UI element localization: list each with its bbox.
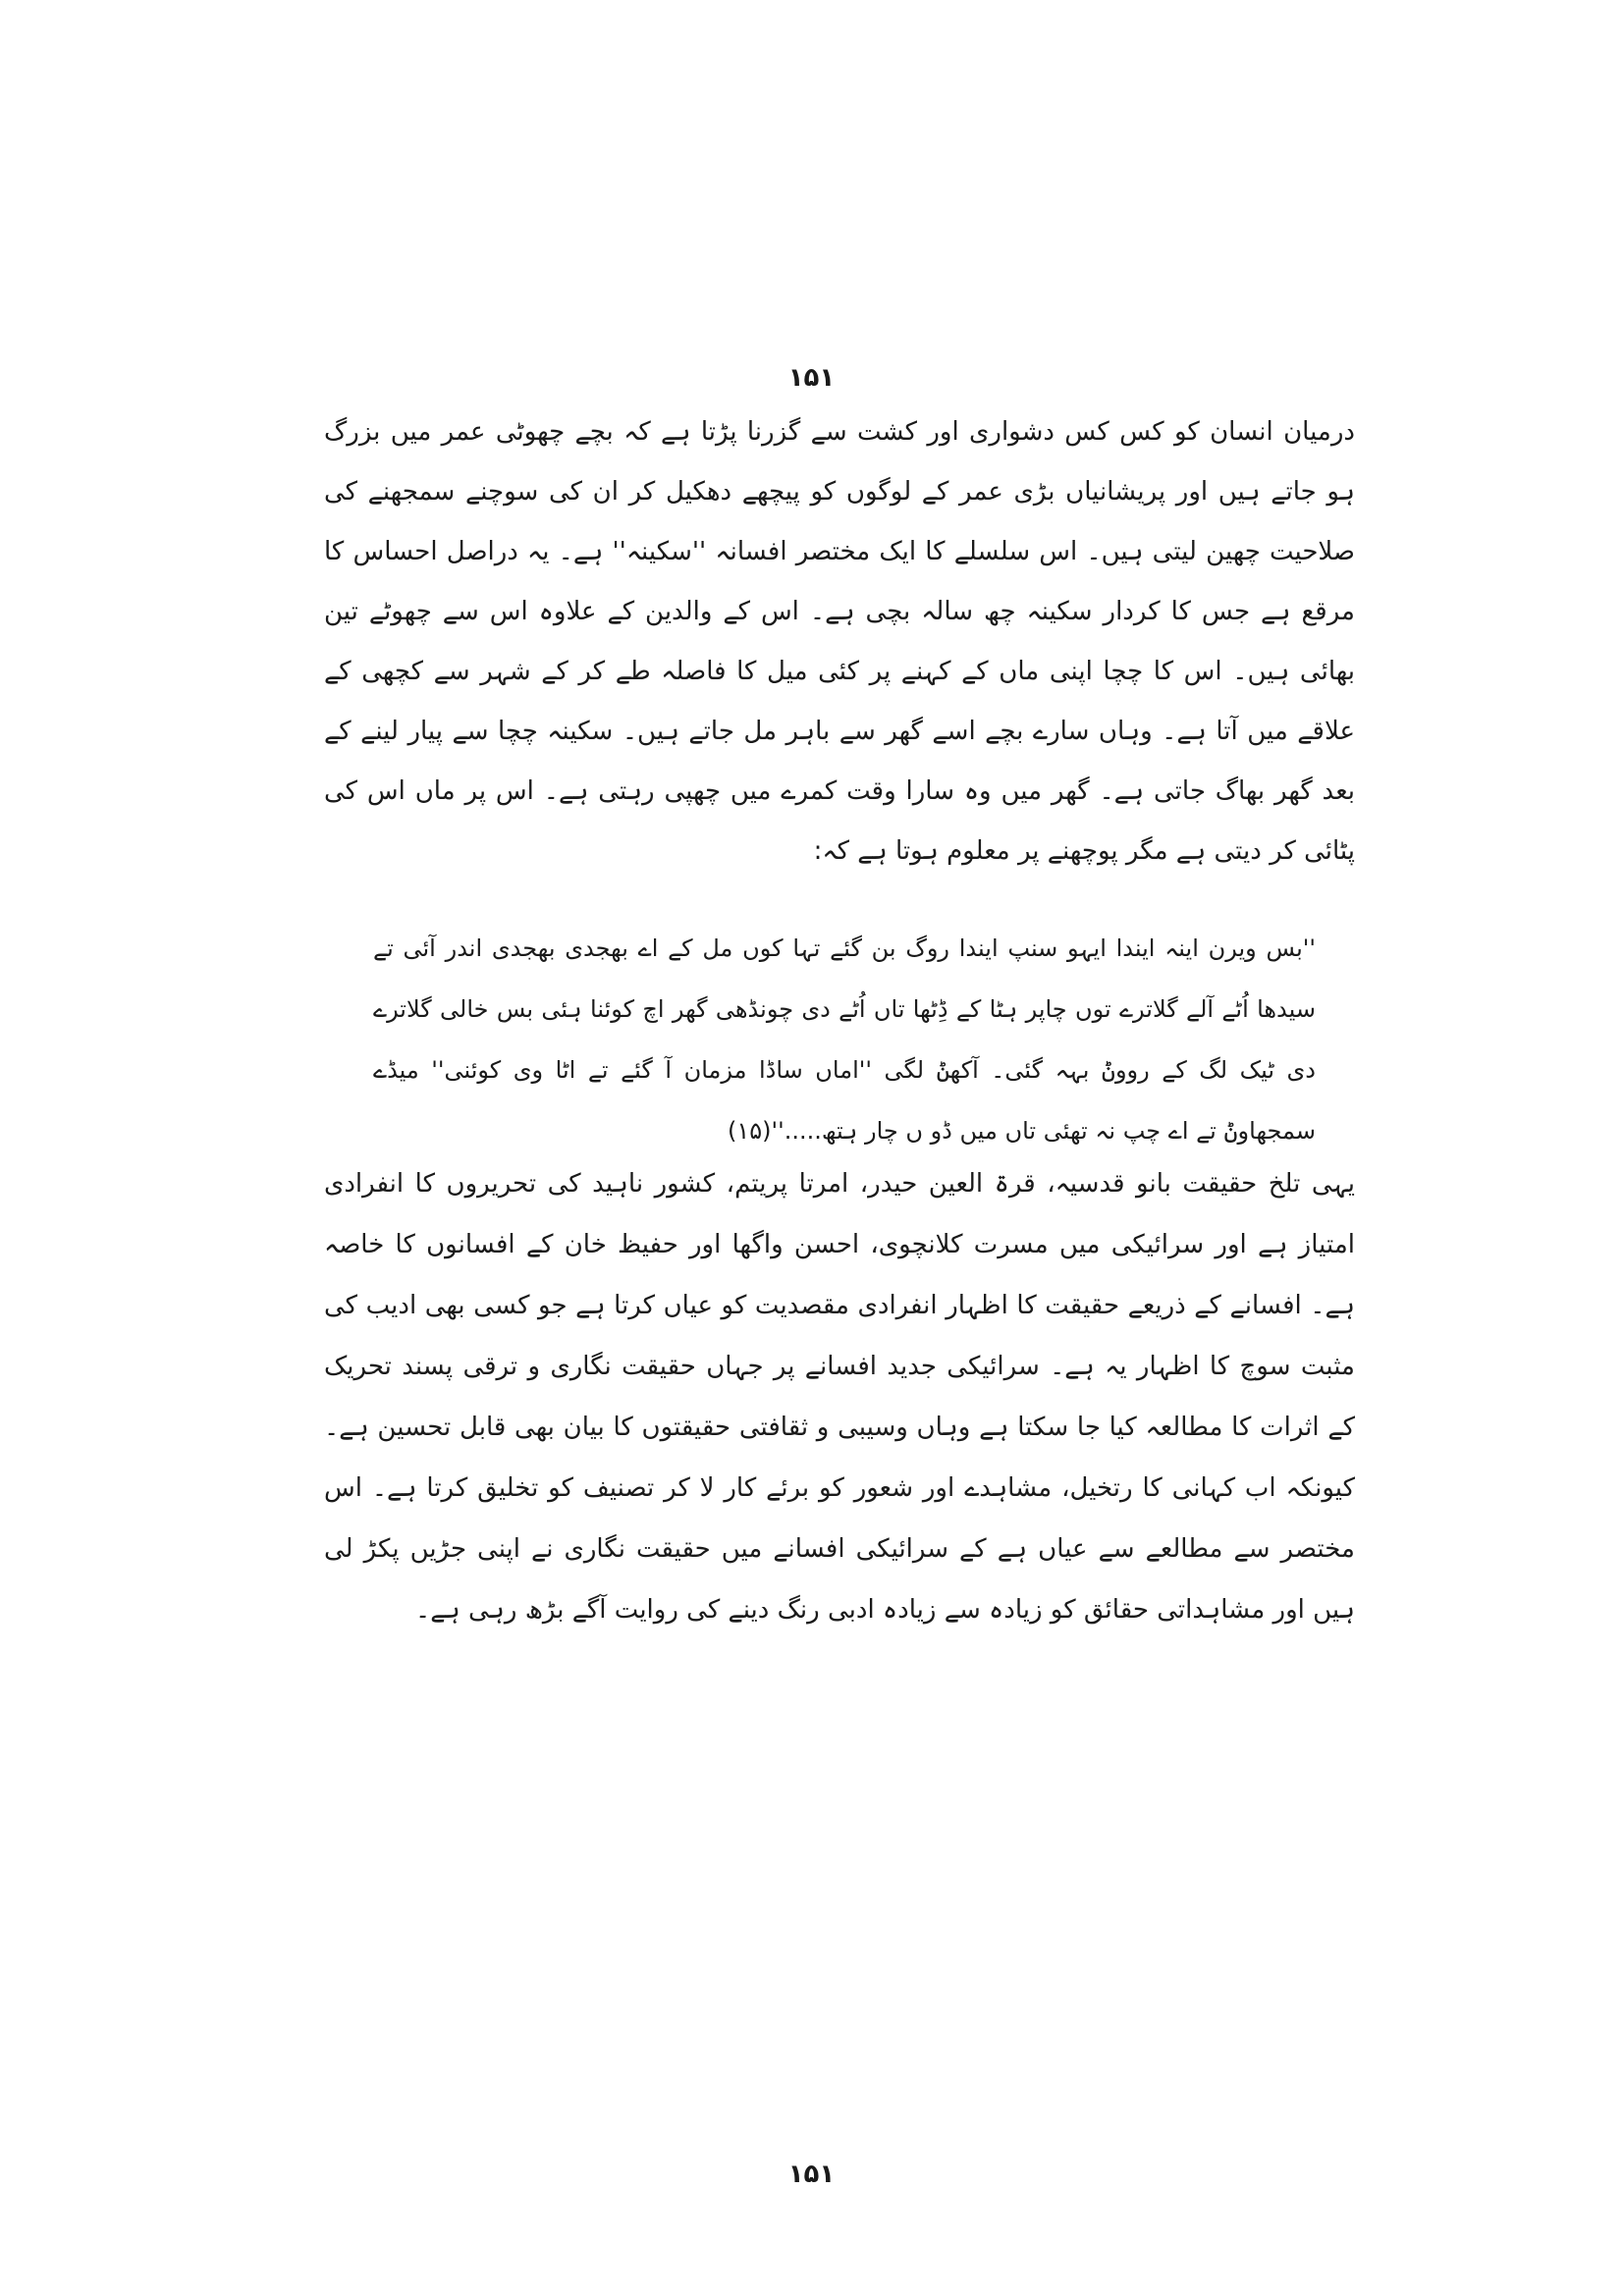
body-paragraph-1: درمیان انسان کو کس کس دشواری اور کشت سے گزرنا پڑتا ہے کہ بچے چھوٹی عمر میں بزرگ ہو جاتے ہیں اور پریشانیاں بڑی عمر کے لوگوں کو پیچھے دھکیل کر ان کی سوچنے سمجھنے کی صلاحیت چھین لیتی ہیں۔ اس سلسلے کا ایک مختصر افسانہ ''سکینہ'' ہے۔ یہ دراصل احساس کا مرقع ہے جس کا کردار سکینہ چھ سالہ بچی ہے۔ اس کے والدین کے علاوہ اس سے چھوٹے تین بھائی ہیں۔ اس کا چچا اپنی ماں کے کہنے پر کئی میل کا فاصلہ طے کر کے شہر سے کچھی کے علاقے میں آتا ہے۔ وہاں سارے بچے اسے گھر سے باہر مل جاتے ہیں۔ سکینہ چچا سے پیار لینے کے بعد گھر بھاگ جاتی ہے۔ گھر میں وہ سارا وقت کمرے میں چھپی رہتی ہے۔ اس پر ماں اس کی پٹائی کر دیتی ہے مگر پوچھنے پر معلوم ہوتا ہے کہ:: [324, 417, 1355, 866]
page-number-top: ۱۵۱: [787, 363, 836, 393]
block-quote: ''بس ویرن اینہ ایندا ایہو سنپ ایندا روگ بن گئے تہا کوں مل کے اے بھجدی بھجدی اندر آئی تے سیدھا اُٹے آلے گلاترے توں چاپر ہٹا کے ڈِٹھا تاں اُٹے دی چونڈھی گھر اچ کوئنا ہئی بس خالی گلاترے دی ٹیک لگ کے رووݨ بہہ گئی۔ آکھݨ لگی ''اماں ساڈا مزمان آ گئے تے اٹا وی کوئنی'' میڈے سمجھاوݨ تے اے چپ نہ تھئی تاں میں ڈو ں چار ہتھ.....''(۱۵): [373, 934, 1316, 1145]
body-paragraph-2: یہی تلخ حقیقت بانو قدسیہ، قرۃ العین حیدر، امرتا پریتم، کشور ناہید کی تحریروں کا انفرادی امتیاز ہے اور سرائیکی میں مسرت کلانچوی، احسن واگھا اور حفیظ خان کے افسانوں کا خاصہ ہے۔ افسانے کے ذریعے حقیقت کا اظہار انفرادی مقصدیت کو عیاں کرتا ہے جو کسی بھی ادیب کی مثبت سوچ کا اظہار یہ ہے۔ سرائیکی جدید افسانے پر جہاں حقیقت نگاری و ترقی پسند تحریک کے اثرات کا مطالعہ کیا جا سکتا ہے وہاں وسیبی و ثقافتی حقیقتوں کا بیان بھی قابل تحسین ہے۔ کیونکہ اب کہانی کا رتخیل، مشاہدے اور شعور کو برئے کار لا کر تصنیف کو تخلیق کرتا ہے۔ اس مختصر سے مطالعے سے عیاں ہے کے سرائیکی افسانے میں حقیقت نگاری نے اپنی جڑیں پکڑ لی ہیں اور مشاہداتی حقائق کو زیادہ سے زیادہ ادبی رنگ دینے کی روایت آگے بڑھ رہی ہے۔: [324, 1169, 1355, 1625]
page-number-bottom: ۱۵۱: [787, 2160, 836, 2189]
